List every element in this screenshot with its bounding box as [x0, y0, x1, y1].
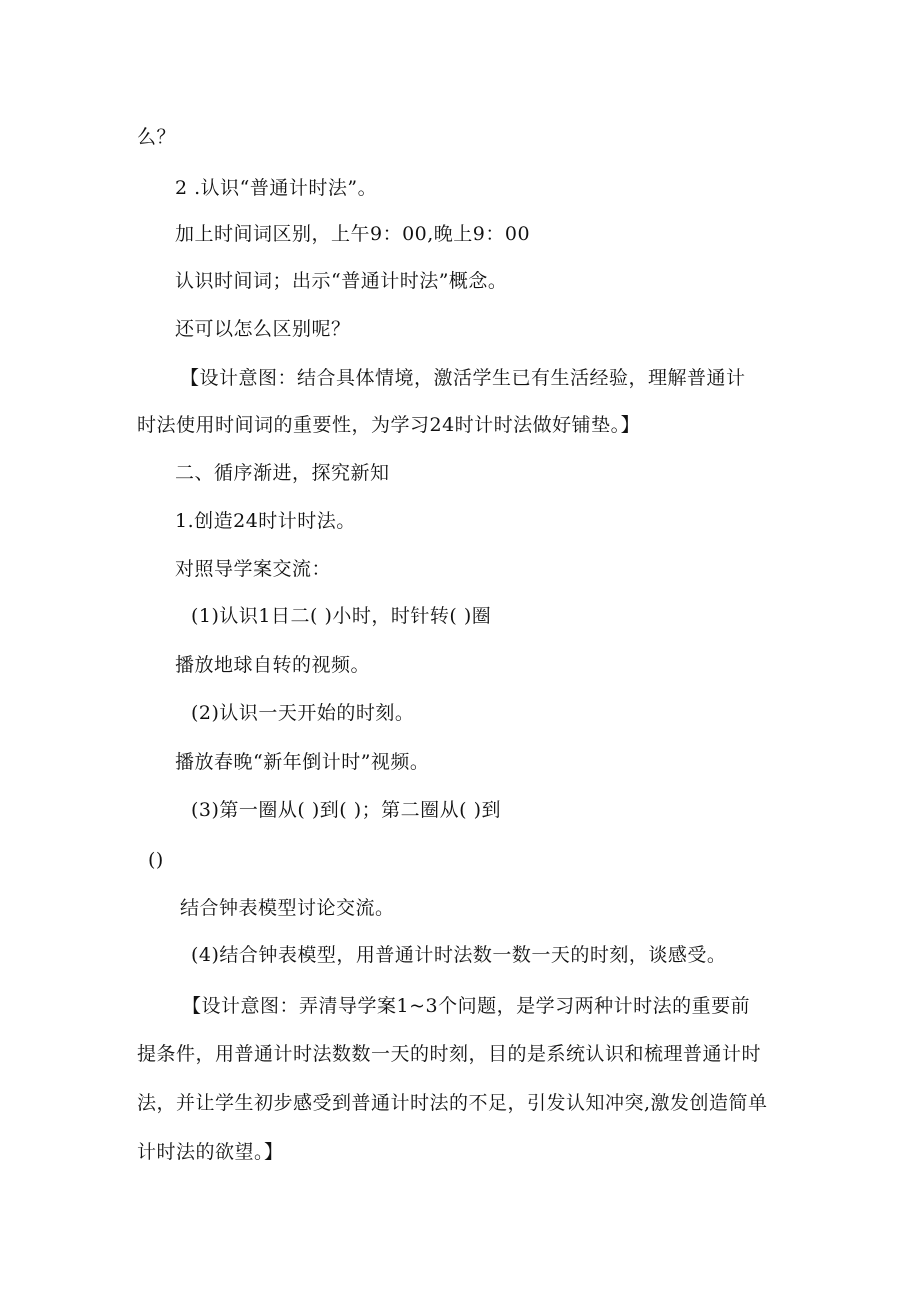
design-intent-text: 法，并让学生初步感受到普通计时法的不足，引发认知冲突,激发创造简单	[137, 1092, 768, 1114]
design-intent-text: 【设计意图：弄清导学案1~3个问题，是学习两种计时法的重要前	[182, 995, 751, 1017]
text-line: ()	[148, 849, 164, 871]
design-intent-text: 时法使用时间词的重要性，为学习24时计时法做好铺垫。】	[137, 414, 641, 436]
text-line: 么？	[137, 126, 177, 148]
section-heading: 二、循序渐进，探究新知	[175, 462, 390, 484]
text-line: 加上时间词区别，上午9：00,晚上9：00	[175, 223, 531, 245]
text-line: (2)认识一天开始的时刻。	[191, 702, 415, 724]
text-line: (1)认识1日二( )小时，时针转( )圈	[191, 605, 492, 627]
design-intent-text: 提条件，用普通计时法数数一天的时刻，目的是系统认识和梳理普通计时	[137, 1043, 762, 1065]
text-line: 1.创造24时计时法。	[175, 510, 356, 532]
text-line: 认识时间词；出示“普通计时法”概念。	[175, 270, 508, 292]
design-intent-text: 【设计意图：结合具体情境，激活学生已有生活经验，理解普通计	[180, 367, 746, 389]
text-line: 2 .认识“普通计时法”。	[175, 177, 378, 199]
text-line: 还可以怎么区别呢？	[175, 318, 351, 340]
text-line: (4)结合钟表模型，用普通计时法数一数一天的时刻，谈感受。	[191, 944, 727, 966]
text-line: 播放地球自转的视频。	[175, 654, 371, 676]
design-intent-text: 计时法的欲望。】	[137, 1141, 284, 1163]
text-line: 对照导学案交流：	[175, 558, 332, 580]
text-line: 播放春晚“新年倒计时”视频。	[175, 751, 430, 773]
text-line: 结合钟表模型讨论交流。	[180, 897, 395, 919]
text-line: (3)第一圈从( )到( )；第二圈从( )到	[191, 799, 502, 821]
